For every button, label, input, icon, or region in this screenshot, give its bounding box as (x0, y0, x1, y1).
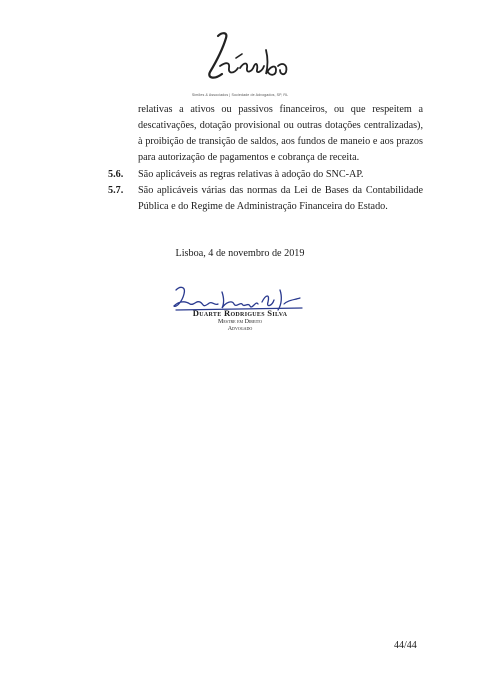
continued-paragraph: relativas a ativos ou passivos financeiros, ou que respeitem a descativações, dotação provisional ou outras dotações centralizadas), à proibição de transição de saldos, aos fundos de maneio e aos prazos para autorização de pagamentos e cobrança de receita. (138, 104, 423, 163)
item-number: 5.7. (108, 185, 124, 196)
item-text: São aplicáveis as regras relativas à adoção do SNC-AP. (138, 169, 364, 180)
firm-tagline: Simões & Associados | Sociedade de Advogados, SP, RL (191, 93, 289, 97)
page-number: 44/44 (394, 640, 417, 651)
item-number: 5.6. (108, 169, 124, 180)
firm-logo (196, 28, 306, 90)
signatory-role: Advogado (227, 326, 253, 332)
item-text: São aplicáveis várias das normas da Lei de Bases da Contabilidade Pública e do Regime de Administração Financeira do Estado. (138, 185, 423, 212)
place-date: Lisboa, 4 de novembro de 2019 (175, 248, 305, 259)
signatory-title: Mestre em Direito (218, 319, 262, 325)
signatory-name: Duarte Rodrigues Silva (192, 308, 288, 318)
